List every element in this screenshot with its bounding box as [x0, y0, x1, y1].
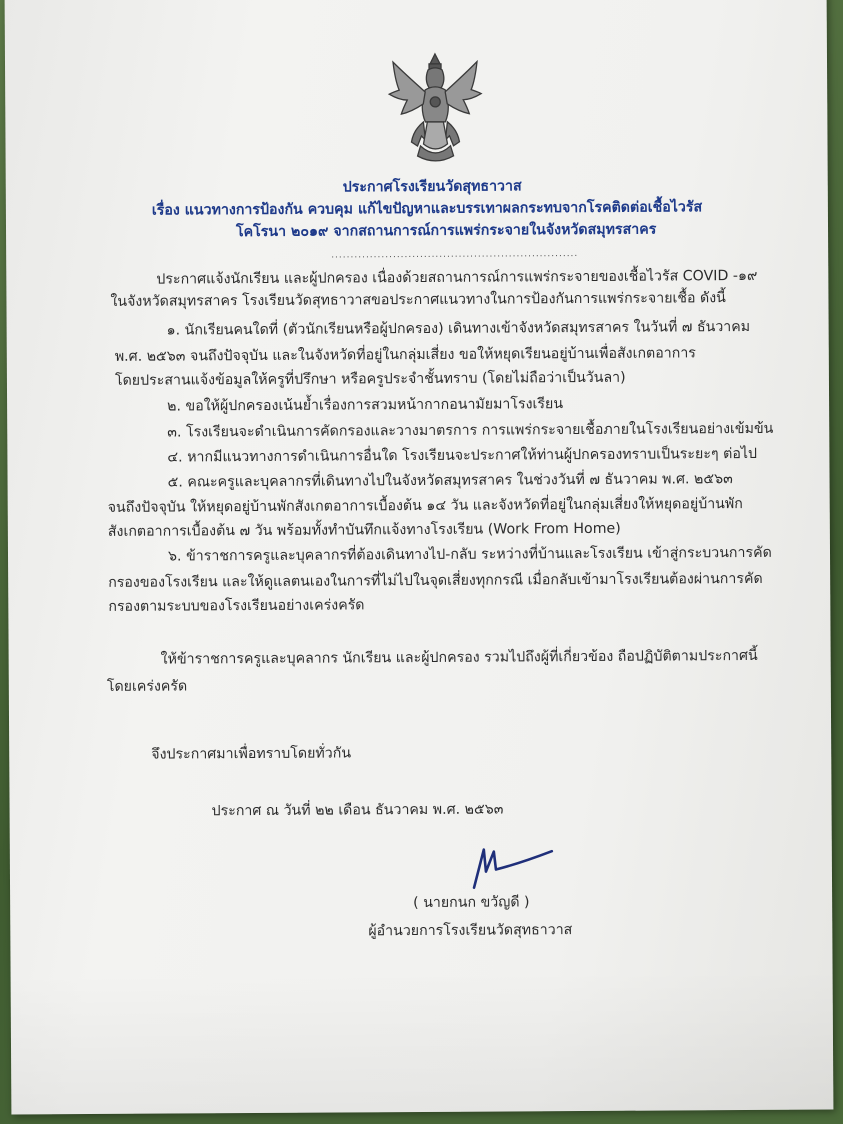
- signatory-name: ( นายกนก ขวัญดี ): [413, 894, 530, 912]
- item-3: ๓. โรงเรียนจะดำเนินการคัดกรองและวางมาตรการ การแพร่กระจายเชื้อภายในโรงเรียนอย่างเข้มข้น: [167, 420, 774, 441]
- handwritten-signature: [460, 841, 560, 892]
- document-page: [5, 0, 834, 1115]
- item-6-line-2: กรองของโรงเรียน และให้ดูแลตนเองในการที่ไม่ไปในจุดเสี่ยงทุกกรณี เมื่อกลับเข้ามาโรงเรียนต้องผ่านการคัด: [108, 570, 763, 591]
- announcement-statement: จึงประกาศมาเพื่อทราบโดยทั่วกัน: [151, 745, 352, 763]
- item-5-line-2: จนถึงปัจจุบัน ให้หยุดอยู่บ้านพักสังเกตอาการเบื้องต้น ๑๔ วัน และจังหวัดที่อยู่ในกลุ่มเสี่ยงให้หยุดอยู่บ้านพัก: [107, 496, 743, 516]
- paper-shading: [11, 969, 834, 1114]
- subject-line-2: โคโรนา ๒๐๑๙ จากสถานการณ์การแพร่กระจายในจังหวัดสมุทรสาคร: [235, 221, 657, 241]
- intro-line-2: ในจังหวัดสมุทรสาคร โรงเรียนวัดสุทธาวาสขอประกาศแนวทางในการป้องกันการแพร่กระจายเชื้อ ดังนี้: [110, 290, 726, 310]
- closing-line-2: โดยเคร่งครัด: [106, 678, 188, 695]
- item-2: ๒. ขอให้ผู้ปกครองเน้นย้ำเรื่องการสวมหน้ากากอนามัยมาโรงเรียน: [167, 396, 564, 415]
- item-6-line-1: ๖. ข้าราชการครูและบุคลากรที่ต้องเดินทางไป-กลับ ระหว่างที่บ้านและโรงเรียน เข้าสู่กระบวนการคัด: [167, 544, 772, 565]
- item-4: ๔. หากมีแนวทางการดำเนินการอื่นใด โรงเรียนจะประกาศให้ท่านผู้ปกครองทราบเป็นระยะๆ ต่อไป: [167, 445, 758, 466]
- subject-line-1: เรื่อง แนวทางการป้องกัน ควบคุม แก้ไขปัญหาและบรรเทาผลกระทบจากโรคติดต่อเชื้อไวรัส: [151, 199, 703, 219]
- intro-line-1: ประกาศแจ้งนักเรียน และผู้ปกครอง เนื่องด้วยสถานการณ์การแพร่กระจายของเชื้อไวรัส COVID -๑๙: [156, 267, 758, 288]
- announcement-title: ประกาศโรงเรียนวัดสุทธาวาส: [342, 178, 522, 196]
- item-1-line-3: โดยประสานแจ้งข้อมูลให้ครูที่ปรึกษา หรือครูประจำชั้นทราบ (โดยไม่ถือว่าเป็นวันลา): [114, 369, 626, 389]
- item-5-line-1: ๕. คณะครูและบุคลากรที่เดินทางไปในจังหวัดสมุทรสาคร ในช่วงวันที่ ๗ ธันวาคม พ.ศ. ๒๕๖๓: [167, 471, 733, 491]
- signatory-position: ผู้อำนวยการโรงเรียนวัดสุทธาวาส: [368, 922, 573, 940]
- item-1-line-1: ๑. นักเรียนคนใดที่ (ตัวนักเรียนหรือผู้ปกครอง) เดินทางเข้าจังหวัดสมุทรสาคร ในวันที่ ๗ ธันวาคม: [166, 318, 751, 339]
- item-5-line-3: สังเกตอาการเบื้องต้น ๗ วัน พร้อมทั้งทำบันทึกแจ้งทางโรงเรียน (Work From Home): [107, 520, 621, 540]
- closing-line-1: ให้ข้าราชการครูและบุคลากร นักเรียน และผู้ปกครอง รวมไปถึงผู้ที่เกี่ยวข้อง ถือปฏิบัติตามประกาศนี้: [160, 647, 758, 668]
- separator-dots: ................................................................: [331, 249, 579, 261]
- item-1-line-2: พ.ศ. ๒๕๖๓ จนถึงปัจจุบัน และในจังหวัดที่อยู่ในกลุ่มเสี่ยง ขอให้หยุดเรียนอยู่บ้านเพื่อสังเกตอาการ: [114, 345, 696, 365]
- item-6-line-3: กรองตามระบบของโรงเรียนอย่างเคร่งครัด: [108, 597, 365, 615]
- garuda-emblem: [385, 50, 486, 166]
- announcement-date: ประกาศ ณ วันที่ ๒๒ เดือน ธันวาคม พ.ศ. ๒๕๖๓: [211, 801, 504, 820]
